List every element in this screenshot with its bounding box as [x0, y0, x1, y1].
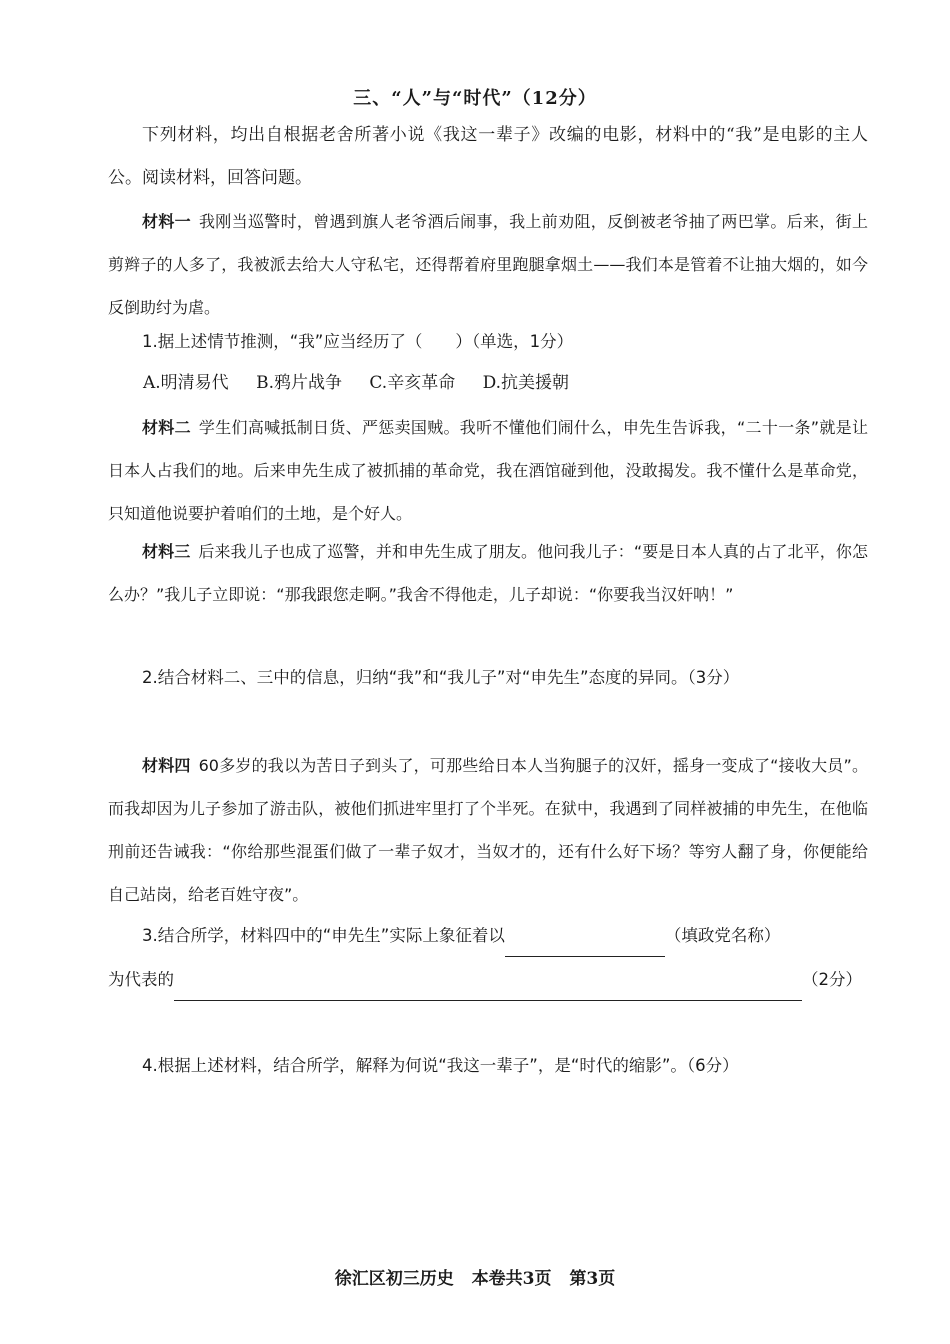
question-4: 4.根据上述材料，结合所学，解释为何说“我这一辈子”，是“时代的缩影”。（6分） [142, 1056, 739, 1075]
option-a: A.明清易代 [143, 373, 229, 393]
material-2 [108, 406, 868, 535]
answer-blank-party[interactable] [505, 934, 665, 957]
option-b: B.鸦片战争 [256, 373, 342, 393]
footer-page-number: 第3页 [569, 1269, 616, 1289]
question-2: 2.结合材料二、三中的信息，归纳“我”和“我儿子”对“申先生”态度的异同。（3分） [142, 668, 740, 687]
option-c: C.辛亥革命 [369, 373, 456, 393]
material-1-text: 我刚当巡警时，曾遇到旗人老爷酒后闹事，我上前劝阻，反倒被老爷抽了两巴掌。后来，街上剪辫子的人多了，我被派去给大人守私宅，还得帮着府里跑腿拿烟土——我们本是管着不让抽大烟的，如今反倒助纣为虐。 [108, 212, 868, 317]
section-title: 三、“人”与“时代”（12分） [353, 88, 597, 109]
material-3 [108, 530, 868, 616]
intro-paragraph: 下列材料，均出自根据老舍所著小说《我这一辈子》改编的电影，材料中的“我”是电影的主人公。阅读材料，回答问题。 [108, 125, 868, 188]
material-4-label: 材料四 [142, 756, 191, 775]
material-2-label: 材料二 [142, 418, 191, 437]
material-4 [108, 744, 868, 916]
question-3-line-1 [108, 914, 868, 957]
footer-district: 徐汇区初三历史 [334, 1269, 454, 1289]
question-3-part-1: 3.结合所学，材料四中的“申先生”实际上象征着以 [142, 926, 505, 945]
question-1: 1.据上述情节推测，“我”应当经历了（ ）（单选，1分） [142, 332, 574, 351]
material-1-label: 材料一 [142, 212, 191, 231]
page-footer [0, 1264, 950, 1289]
question-3-part-2: （填政党名称） [664, 926, 781, 945]
material-1 [108, 200, 868, 329]
option-d: D.抗美援朝 [482, 373, 570, 393]
question-3-line-2 [108, 958, 868, 1001]
material-3-text: 后来我儿子也成了巡警，并和申先生成了朋友。他问我儿子：“要是日本人真的占了北平，你怎么办？”我儿子立即说：“那我跟您走啊。”我舍不得他走，儿子却说：“你要我当汉奸呐！” [108, 542, 868, 604]
material-3-label: 材料三 [142, 542, 191, 561]
material-2-text: 学生们高喊抵制日货、严惩卖国贼。我听不懂他们闹什么，申先生告诉我，“二十一条”就是让日本人占我们的地。后来申先生成了被抓捕的革命党，我在酒馆碰到他，没敢揭发。我不懂什么是革命党，只知道他说要护着咱们的土地，是个好人。 [108, 418, 868, 523]
question-3-part-4: （2分） [802, 970, 862, 989]
material-4-text: 60多岁的我以为苦日子到头了，可那些给日本人当狗腿子的汉奸，摇身一变成了“接收大员”。而我却因为儿子参加了游击队，被他们抓进牢里打了个半死。在狱中，我遇到了同样被捕的申先生，在他临刑前还告诫我：“你给那些混蛋们做了一辈子奴才，当奴才的，还有什么好下场？等穷人翻了身，你便能给自己站岗，给老百姓守夜”。 [108, 756, 868, 904]
question-3-part-3: 为代表的 [108, 970, 174, 989]
answer-blank-class[interactable] [174, 978, 802, 1001]
question-1-options [143, 362, 591, 405]
footer-total-pages: 本卷共3页 [471, 1269, 552, 1289]
